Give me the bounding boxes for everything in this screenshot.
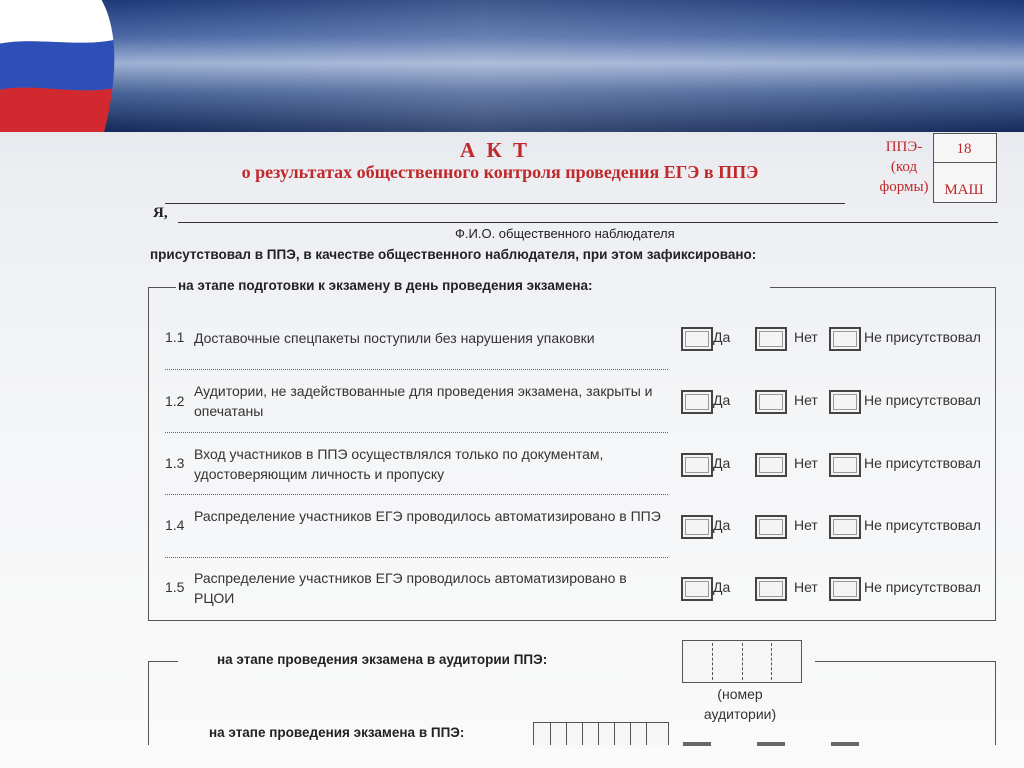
option-absent-label: Не присутствовал [864,455,981,471]
room-number-field[interactable] [682,640,802,683]
row-number: 1.3 [165,455,185,471]
checkbox-no[interactable] [755,515,787,539]
option-absent-label: Не присутствовал [864,517,981,533]
option-yes-label: Да [713,517,731,533]
option-no-label: Нет [794,329,818,345]
row-separator [165,494,668,495]
checkbox-yes[interactable] [683,742,711,746]
stage1-frame-top-right [770,287,996,288]
option-absent-label: Не присутствовал [864,392,981,408]
option-yes-label: Да [713,455,731,471]
ppe-code-field[interactable] [533,722,669,745]
row-number: 1.5 [165,579,185,595]
observer-name-field[interactable] [178,222,998,223]
checkbox-no[interactable] [755,577,787,601]
checkbox-absent[interactable] [829,577,861,601]
observer-prefix: Я, [153,205,168,221]
row-text: Доставочные спецпакеты поступили без нарушения упаковки [194,330,595,346]
checkbox-no[interactable] [755,390,787,414]
row-text: Аудитории, не задействованные для проведения экзамена, закрыты и опечатаны [194,383,653,419]
form-code-suffix: МАШ [944,182,984,198]
option-absent-label: Не присутствовал [864,329,981,345]
act-subtitle: о результатах общественного контроля проведения ЕГЭ в ППЭ [241,162,759,182]
stage1-frame-top-left [148,287,176,288]
checkbox-absent[interactable] [829,390,861,414]
observer-statement: присутствовал в ППЭ, в качестве общественного наблюдателя, при этом зафиксировано: [150,247,757,262]
stage1-frame-right [995,287,996,620]
form-code-number: 18 [956,141,972,157]
checkbox-yes[interactable] [681,327,713,351]
observer-name-caption: Ф.И.О. общественного наблюдателя [455,226,675,241]
row-text: Распределение участников ЕГЭ проводилось автоматизировано в ППЭ [194,508,661,524]
header-banner [0,0,1024,132]
option-absent-label: Не присутствовал [864,579,981,595]
checkbox-no[interactable] [755,327,787,351]
stage2-title: на этапе проведения экзамена в аудитории ППЭ: [217,652,548,667]
form-code-label-l2: (код [890,159,918,175]
checkbox-no[interactable] [757,742,785,746]
row-separator [165,557,668,558]
banner-shine [120,0,1024,132]
stage1-frame-bottom [148,620,996,621]
stage1-frame-left [148,287,149,620]
option-no-label: Нет [794,392,818,408]
checkbox-no[interactable] [755,453,787,477]
form-code-label-l1: ППЭ- [885,139,923,155]
option-yes-label: Да [713,392,731,408]
checkbox-yes[interactable] [681,453,713,477]
option-no-label: Нет [794,579,818,595]
row-separator [165,432,668,433]
row-number: 1.4 [165,517,185,533]
checkbox-yes[interactable] [681,577,713,601]
checkbox-absent[interactable] [831,742,859,746]
stage1-title: на этапе подготовки к экзамену в день проведения экзамена: [178,278,593,293]
checkbox-absent[interactable] [829,327,861,351]
option-no-label: Нет [794,455,818,471]
checkbox-yes[interactable] [681,390,713,414]
row-number: 1.1 [165,329,185,345]
act-title: А К Т [460,138,530,162]
row-text: Распределение участников ЕГЭ проводилось автоматизировано в РЦОИ [194,570,627,606]
row-separator [165,369,668,370]
form-code-label-l3: формы) [879,179,929,195]
russian-flag-icon [0,0,122,132]
option-yes-label: Да [713,329,731,345]
stage2-frame-top-left [148,661,178,662]
row-number: 1.2 [165,393,185,409]
room-number-caption [690,684,790,724]
option-no-label: Нет [794,517,818,533]
checkbox-absent[interactable] [829,515,861,539]
form-code-label [868,137,940,197]
option-yes-label: Да [713,579,731,595]
stage2-frame-top-right [815,661,996,662]
stage2-frame-left [148,661,149,745]
title-underline [165,203,845,204]
checkbox-absent[interactable] [829,453,861,477]
room-number-caption-l1: (номер [717,686,763,702]
checkbox-yes[interactable] [681,515,713,539]
stage3-title: на этапе проведения экзамена в ППЭ: [209,725,465,740]
row-text: Вход участников в ППЭ осуществлялся только по документам, удостоверяющим личность и пропуску [194,446,604,482]
room-number-caption-l2: аудитории) [703,706,777,722]
stage2-frame-right [995,661,996,745]
